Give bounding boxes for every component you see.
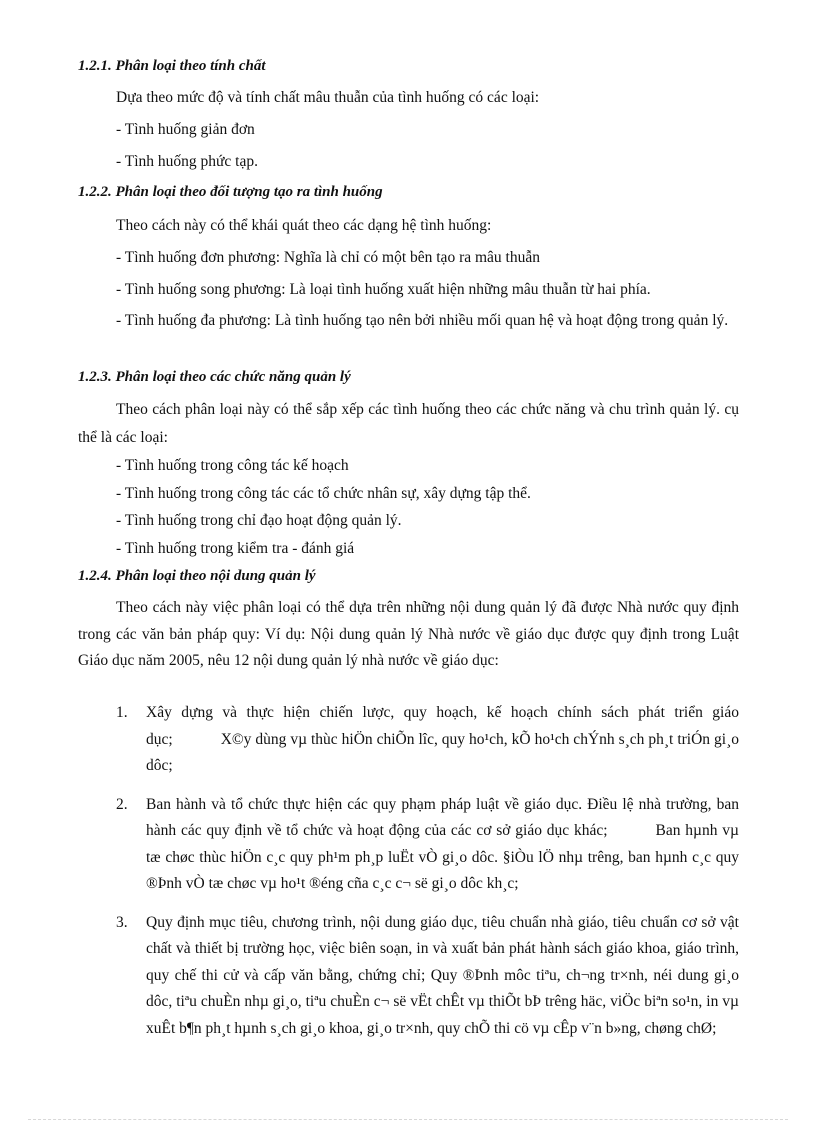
- section-heading-1-2-1: 1.2.1. Phân loại theo tính chất: [78, 58, 266, 74]
- page-bottom-rule: [28, 1119, 788, 1120]
- list-item-text: Ban hành và tổ chức thực hiện các quy phạm pháp luật về giáo dục. Điều lệ nhà trường, ban hành các quy định về tổ chức và hoạt động của các cơ sở giáo dục khác;: [146, 795, 739, 839]
- list-number: 3.: [116, 913, 128, 931]
- section-heading-1-2-4: 1.2.4. Phân loại theo nội dung quản lý: [78, 568, 316, 584]
- list-item-garbled-text: Ban hµnh vµ tæ chøc thùc hiÖn c¸c quy ph¹m ph¸p luËt vÒ gi¸o dôc. §iÒu lÖ nhµ trêng, ban hµnh c¸c quy ®Þnh vÒ tæ chøc vµ ho¹t ®éng cña c¸c c¬ së gi¸o dôc kh¸c;: [146, 822, 739, 892]
- list-item: - Tình huống đơn phương: Nghĩa là chỉ có một bên tạo ra mâu thuẫn: [116, 249, 540, 266]
- list-item: - Tình huống phức tạp.: [116, 153, 258, 170]
- list-number: 2.: [116, 795, 128, 813]
- section-intro-1-2-4: Theo cách này việc phân loại có thể dựa trên những nội dung quản lý đã được Nhà nước quy định trong các văn bản pháp quy: Ví dụ: Nội dung quản lý Nhà nước về giáo dục được quy định trong Luật Giáo dục năm 2005, nêu 12 nội dung quản lý nhà nước về giáo dục:: [78, 599, 739, 669]
- list-item: - Tình huống trong chỉ đạo hoạt động quản lý.: [116, 512, 402, 529]
- list-item: - Tình huống song phương: Là loại tình huống xuất hiện những mâu thuẫn từ hai phía.: [116, 281, 651, 298]
- numbered-list-item: [116, 792, 739, 898]
- numbered-list-item: [116, 700, 739, 780]
- section-intro-1-2-2: Theo cách này có thể khái quát theo các dạng hệ tình huống:: [116, 217, 492, 234]
- list-item: - Tình huống trong công tác kế hoạch: [116, 457, 349, 474]
- section-heading-1-2-2: 1.2.2. Phân loại theo đối tượng tạo ra tình huống: [78, 184, 383, 200]
- numbered-list-item: [116, 910, 739, 1043]
- list-number: 1.: [116, 704, 128, 721]
- list-item-text: Xây dựng và thực hiện chiến lược, quy hoạch, kế hoạch chính sách phát triển giáo dục;: [146, 704, 739, 748]
- numbered-list: [116, 700, 739, 1042]
- list-item-garbled-text: X©y dùng vµ thùc hiÖn chiÕn lîc, quy ho¹ch, kÕ ho¹ch chÝnh s¸ch ph¸t triÓn gi¸o dôc;: [146, 730, 739, 774]
- list-item: - Tình huống giản đơn: [116, 121, 255, 138]
- section-heading-1-2-3: 1.2.3. Phân loại theo các chức năng quản lý: [78, 369, 351, 385]
- list-item-text: Quy định mục tiêu, chương trình, nội dung giáo dục, tiêu chuẩn nhà giáo, tiêu chuẩn cơ sở vật chất và thiết bị trường học, việc biên soạn, in và xuất bản phát hành sách giáo khoa, giáo trình, quy chế thi cử và cấp văn bằng, chứng chỉ;: [146, 913, 739, 984]
- list-item: - Tình huống đa phương: Là tình huống tạo nên bởi nhiều mối quan hệ và hoạt động trong quản lý.: [116, 312, 729, 329]
- section-intro-1-2-1: Dựa theo mức độ và tính chất mâu thuẫn của tình huống có các loại:: [116, 89, 540, 106]
- list-item: - Tình huống trong kiểm tra - đánh giá: [116, 540, 355, 557]
- section-intro-1-2-3: Theo cách phân loại này có thể sắp xếp các tình huống theo các chức năng và chu trình quản lý. cụ thể là các loại:: [78, 401, 739, 446]
- list-item: - Tình huống trong công tác các tổ chức nhân sự, xây dựng tập thể.: [116, 485, 531, 502]
- list-item-garbled-text: Quy ®Þnh môc tiªu, ch¬ng tr×nh, néi dung gi¸o dôc, tiªu chuÈn nhµ gi¸o, tiªu chuÈn c¬ së vËt chÊt vµ thiÕt bÞ trêng häc, viÖc biªn so¹n, in vµ xuÊt b¶n ph¸t hµnh s¸ch gi¸o khoa, gi¸o tr×nh, quy chÕ thi cö vµ cÊp v¨n b»ng, chøng chØ;: [146, 966, 740, 1037]
